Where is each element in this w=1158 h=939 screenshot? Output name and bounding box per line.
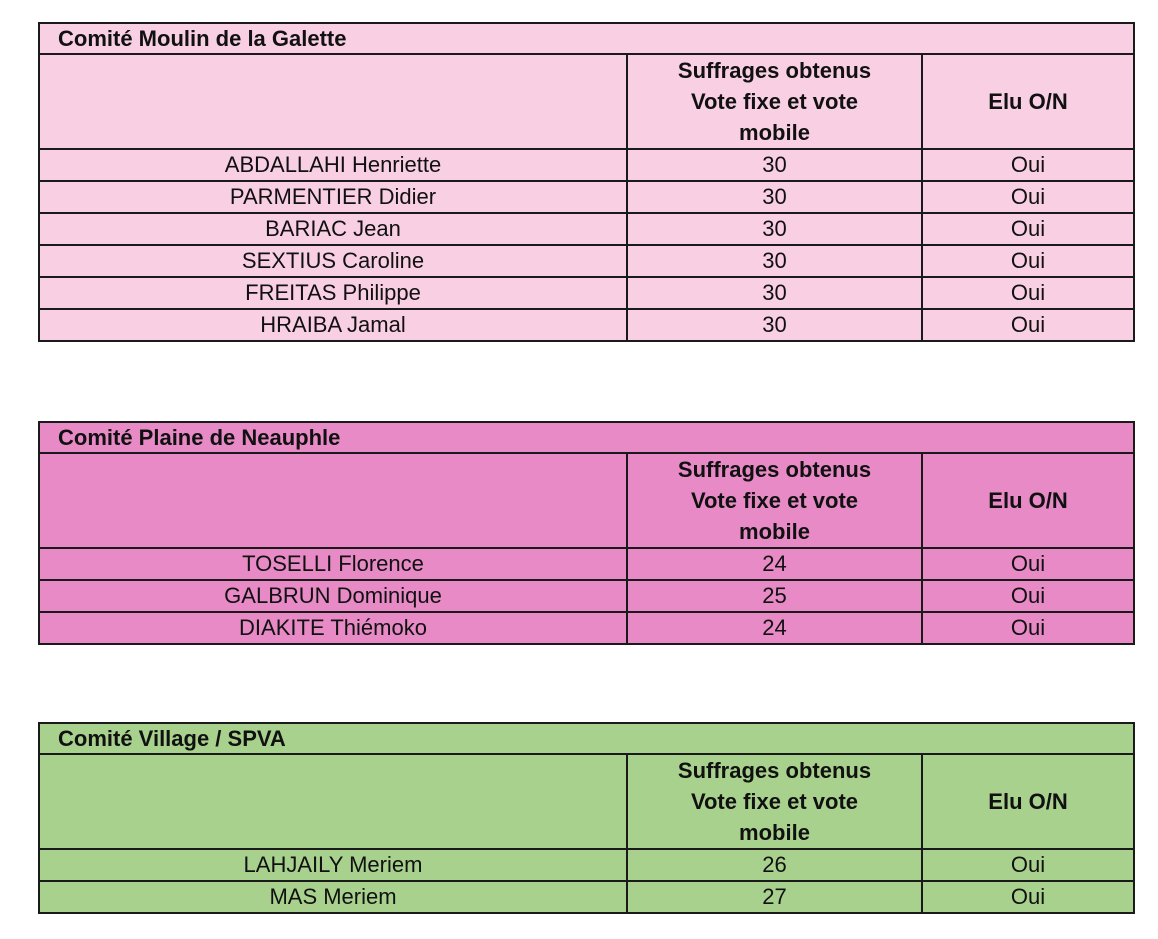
votes-header-line: Suffrages obtenus: [677, 758, 872, 783]
votes-header-line: Vote fixe et vote: [690, 789, 859, 814]
committee-table-neauphle: [38, 421, 1135, 645]
votes-header-line: Suffrages obtenus: [677, 457, 872, 482]
candidate-elected: Oui: [922, 181, 1134, 213]
table-row: [39, 309, 1134, 341]
candidate-votes: 25: [627, 580, 922, 612]
candidate-elected: Oui: [922, 213, 1134, 245]
candidate-votes: 30: [627, 181, 922, 213]
committee-table-moulin: [38, 22, 1135, 342]
candidate-votes: 26: [627, 849, 922, 881]
elected-column-header: Elu O/N: [922, 54, 1134, 149]
candidate-elected: Oui: [922, 881, 1134, 913]
committee-table-village: [38, 722, 1135, 914]
table-row: [39, 181, 1134, 213]
candidate-name: SEXTIUS Caroline: [39, 245, 627, 277]
candidate-votes: 30: [627, 213, 922, 245]
committee-title-row: [39, 723, 1134, 754]
candidate-elected: Oui: [922, 849, 1134, 881]
votes-column-header: [627, 54, 922, 149]
name-column-header: [39, 453, 627, 548]
name-column-header: [39, 54, 627, 149]
elected-column-header: Elu O/N: [922, 453, 1134, 548]
candidate-name: LAHJAILY Meriem: [39, 849, 627, 881]
candidate-elected: Oui: [922, 612, 1134, 644]
candidate-votes: 24: [627, 548, 922, 580]
candidate-votes: 30: [627, 277, 922, 309]
table-row: [39, 612, 1134, 644]
table-row: [39, 277, 1134, 309]
table-row: [39, 881, 1134, 913]
candidate-elected: Oui: [922, 548, 1134, 580]
column-header-row: [39, 754, 1134, 849]
votes-column-header: [627, 453, 922, 548]
table-row: [39, 245, 1134, 277]
candidate-elected: Oui: [922, 580, 1134, 612]
committee-title: Comité Village / SPVA: [39, 723, 1134, 754]
candidate-name: GALBRUN Dominique: [39, 580, 627, 612]
candidate-name: TOSELLI Florence: [39, 548, 627, 580]
column-header-row: [39, 453, 1134, 548]
candidate-votes: 24: [627, 612, 922, 644]
committee-title-row: [39, 23, 1134, 54]
committee-title: Comité Moulin de la Galette: [39, 23, 1134, 54]
candidate-name: DIAKITE Thiémoko: [39, 612, 627, 644]
candidate-elected: Oui: [922, 277, 1134, 309]
votes-header-line: Suffrages obtenus: [677, 58, 872, 83]
table-row: [39, 849, 1134, 881]
elected-column-header: Elu O/N: [922, 754, 1134, 849]
committee-title-row: [39, 422, 1134, 453]
candidate-name: MAS Meriem: [39, 881, 627, 913]
candidate-votes: 30: [627, 309, 922, 341]
candidate-name: BARIAC Jean: [39, 213, 627, 245]
column-header-row: [39, 54, 1134, 149]
committee-title: Comité Plaine de Neauphle: [39, 422, 1134, 453]
table-row: [39, 213, 1134, 245]
table-row: [39, 580, 1134, 612]
votes-header-line: mobile: [739, 820, 810, 845]
candidate-elected: Oui: [922, 245, 1134, 277]
votes-column-header: [627, 754, 922, 849]
votes-header-line: Vote fixe et vote: [690, 89, 859, 114]
candidate-name: PARMENTIER Didier: [39, 181, 627, 213]
table-row: [39, 548, 1134, 580]
candidate-votes: 27: [627, 881, 922, 913]
candidate-name: FREITAS Philippe: [39, 277, 627, 309]
candidate-elected: Oui: [922, 149, 1134, 181]
votes-header-line: mobile: [739, 120, 810, 145]
candidate-name: ABDALLAHI Henriette: [39, 149, 627, 181]
candidate-name: HRAIBA Jamal: [39, 309, 627, 341]
candidate-votes: 30: [627, 149, 922, 181]
candidate-votes: 30: [627, 245, 922, 277]
candidate-elected: Oui: [922, 309, 1134, 341]
votes-header-line: mobile: [739, 519, 810, 544]
votes-header-line: Vote fixe et vote: [690, 488, 859, 513]
table-row: [39, 149, 1134, 181]
name-column-header: [39, 754, 627, 849]
